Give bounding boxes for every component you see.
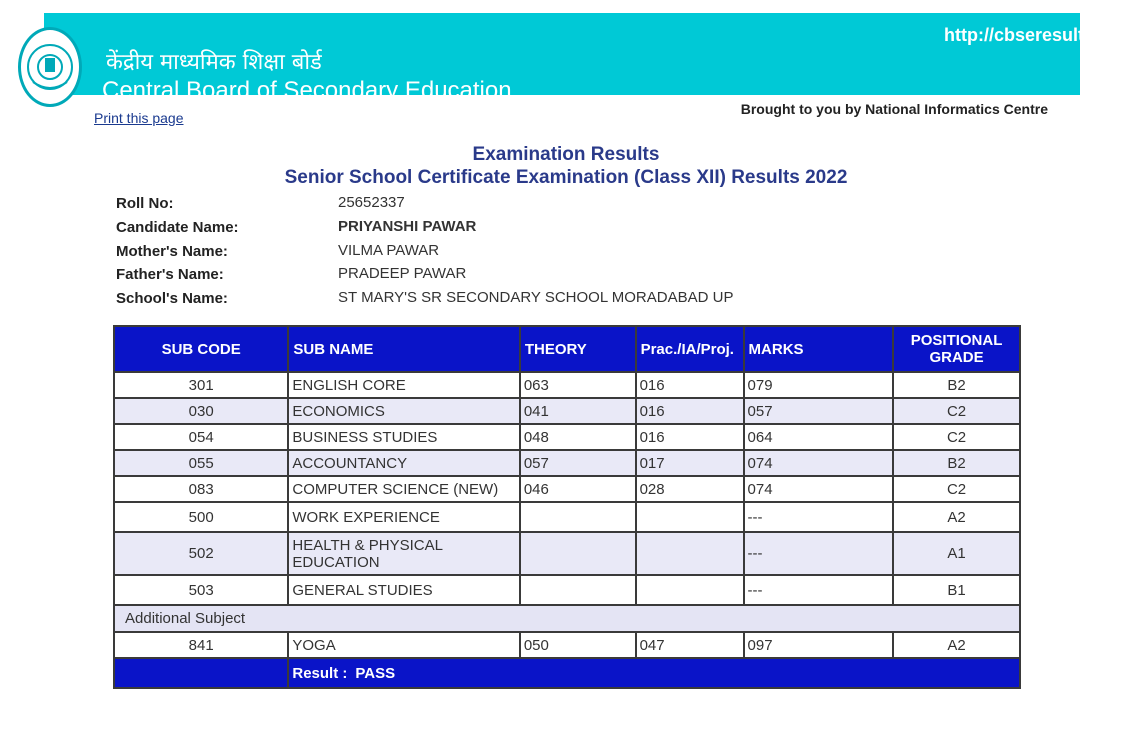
sub-name-cell: YOGA xyxy=(288,632,519,658)
header-banner xyxy=(44,13,1146,104)
table-row xyxy=(114,502,1020,532)
marks-cell: 079 xyxy=(744,372,894,398)
sub-name-cell: BUSINESS STUDIES xyxy=(288,424,519,450)
sub-name-cell: COMPUTER SCIENCE (NEW) xyxy=(288,476,519,502)
grade-cell: A1 xyxy=(893,532,1020,575)
prac-cell: 016 xyxy=(636,372,744,398)
marks-cell: --- xyxy=(744,532,894,575)
mother-name-label: Mother's Name: xyxy=(116,242,228,260)
sub-name-cell: GENERAL STUDIES xyxy=(288,575,519,605)
site-url[interactable]: http://cbseresults.nic.in xyxy=(944,25,1146,45)
grade-cell: A2 xyxy=(893,502,1020,532)
sub-name-cell: ENGLISH CORE xyxy=(288,372,519,398)
grade-cell: C2 xyxy=(893,424,1020,450)
sub-name-cell: ACCOUNTANCY xyxy=(288,450,519,476)
sub-name-cell: ECONOMICS xyxy=(288,398,519,424)
table-row xyxy=(114,450,1020,476)
prac-cell: 017 xyxy=(636,450,744,476)
sub-name-cell: WORK EXPERIENCE xyxy=(288,502,519,532)
prac-cell: 047 xyxy=(636,632,744,658)
marks-cell: 097 xyxy=(744,632,894,658)
table-row xyxy=(114,372,1020,398)
print-page-link[interactable]: Print this page xyxy=(94,110,184,126)
table-row xyxy=(114,424,1020,450)
prac-cell: 028 xyxy=(636,476,744,502)
result-spacer xyxy=(114,658,288,688)
theory-cell: 046 xyxy=(520,476,636,502)
marks-cell: 064 xyxy=(744,424,894,450)
table-row xyxy=(114,632,1020,658)
exam-title: Senior School Certificate Examination (Class XII) Results 2022 xyxy=(284,167,848,188)
marks-cell: 074 xyxy=(744,476,894,502)
grade-cell: B2 xyxy=(893,372,1020,398)
nic-credit: Brought to you by National Informatics Centre xyxy=(740,101,1048,117)
sub-code-cell: 841 xyxy=(114,632,288,658)
result-row xyxy=(114,658,1020,688)
marks-table xyxy=(113,325,1021,689)
table-row xyxy=(114,532,1020,575)
sub-code-cell: 500 xyxy=(114,502,288,532)
board-name-english: Central Board of Secondary Education xyxy=(102,77,512,104)
marks-cell: 057 xyxy=(744,398,894,424)
grade-cell: B1 xyxy=(893,575,1020,605)
father-name-label: Father's Name: xyxy=(116,266,224,284)
board-name-hindi: केंद्रीय माध्यमिक शिक्षा बोर्ड xyxy=(106,50,322,75)
marks-cell: --- xyxy=(744,502,894,532)
col-prac: Prac./IA/Proj. xyxy=(636,326,744,372)
roll-value: 25652337 xyxy=(338,194,405,211)
col-sub-code: SUB CODE xyxy=(114,326,288,372)
school-name-label: School's Name: xyxy=(116,290,228,308)
grade-cell: C2 xyxy=(893,476,1020,502)
additional-subject-label: Additional Subject xyxy=(114,605,1020,632)
sub-code-cell: 502 xyxy=(114,532,288,575)
theory-cell: 057 xyxy=(520,450,636,476)
grade-cell: C2 xyxy=(893,398,1020,424)
top-strip xyxy=(0,0,1080,13)
prac-cell xyxy=(636,575,744,605)
theory-cell xyxy=(520,575,636,605)
prac-cell: 016 xyxy=(636,424,744,450)
candidate-name-label: Candidate Name: xyxy=(116,218,239,236)
father-name-value: PRADEEP PAWAR xyxy=(338,265,467,283)
mother-name-value: VILMA PAWAR xyxy=(338,241,440,259)
prac-cell xyxy=(636,502,744,532)
theory-cell xyxy=(520,502,636,532)
table-row xyxy=(114,476,1020,502)
result-value: PASS xyxy=(355,664,396,682)
additional-subject-row xyxy=(114,605,1020,632)
col-sub-name: SUB NAME xyxy=(288,326,519,372)
sub-code-cell: 054 xyxy=(114,424,288,450)
sub-code-cell: 503 xyxy=(114,575,288,605)
sub-code-cell: 083 xyxy=(114,476,288,502)
marks-cell: 074 xyxy=(744,450,894,476)
table-row xyxy=(114,398,1020,424)
theory-cell: 063 xyxy=(520,372,636,398)
grade-cell: B2 xyxy=(893,450,1020,476)
theory-cell: 041 xyxy=(520,398,636,424)
result-cell xyxy=(288,658,1020,688)
theory-cell xyxy=(520,532,636,575)
col-positional-grade: POSITIONAL GRADE xyxy=(893,326,1020,372)
sub-code-cell: 030 xyxy=(114,398,288,424)
sub-code-cell: 301 xyxy=(114,372,288,398)
candidate-name-value: PRIYANSHI PAWAR xyxy=(338,217,477,235)
grade-cell: A2 xyxy=(893,632,1020,658)
prac-cell: 016 xyxy=(636,398,744,424)
marks-cell: --- xyxy=(744,575,894,605)
theory-cell: 050 xyxy=(520,632,636,658)
prac-cell xyxy=(636,532,744,575)
roll-label: Roll No: xyxy=(116,195,174,212)
table-row xyxy=(114,575,1020,605)
cbse-emblem-icon xyxy=(18,27,82,107)
page-title: Examination Results xyxy=(472,144,660,165)
col-theory: THEORY xyxy=(520,326,636,372)
table-header-row xyxy=(114,326,1020,372)
sub-code-cell: 055 xyxy=(114,450,288,476)
sub-name-cell: HEALTH & PHYSICAL EDUCATION xyxy=(288,532,519,575)
theory-cell: 048 xyxy=(520,424,636,450)
school-name-value: ST MARY'S SR SECONDARY SCHOOL MORADABAD UP xyxy=(338,289,734,307)
col-marks: MARKS xyxy=(744,326,894,372)
result-label: Result : xyxy=(292,664,348,682)
